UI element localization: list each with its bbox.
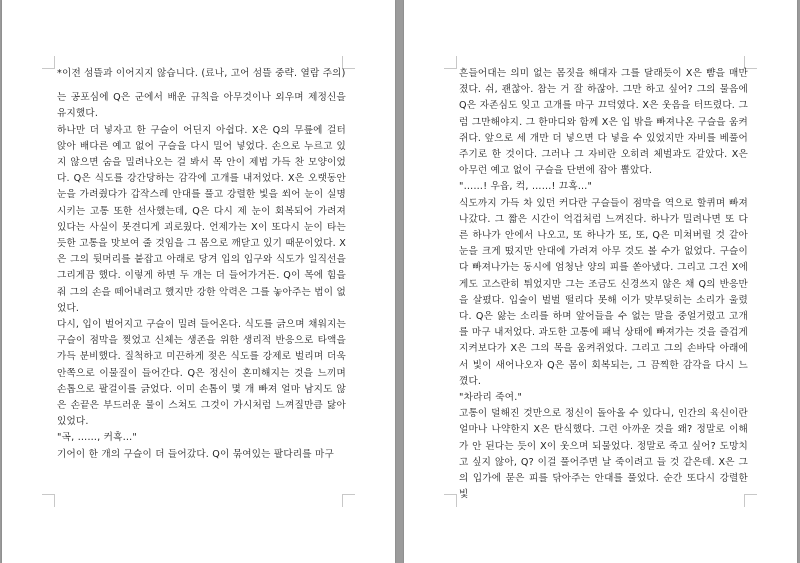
dialogue-line: "……! 우읍, 컥, ……! 끄흑…" xyxy=(459,181,593,193)
dialogue-line: "곡, ……, 커흑…" xyxy=(57,432,138,444)
margin-corner-bottom-left xyxy=(444,494,457,507)
margin-corner-bottom-right xyxy=(342,494,355,507)
paragraph: 식도까지 가득 차 있던 커다란 구슬들이 점막을 역으로 할퀴며 빠져나갔다. 그 짧은 시간이 억겁처럼 느껴진다. 하나가 밀려나면 또 다른 하나가 안에서 나오고, 또 하나가 또, 또, Q은 미쳐버릴 것 같아 눈을 크게 떴지만 안대에 가려져 아무 것도 볼 수가 없었다. 구슬이 다 빠져나가는 동시에 엄청난 양의 피를 쏟아냈다. 그리고 그건 X에게도 고스란히 튀었지만 그는 조금도 신경쓰지 않은 채 Q의 반응만을 살폈다. 입술이 벌벌 떨리다 못해 이가 맞부딪히는 소리가 울렸다. Q은 앓는 소리를 하며 앞어들을 수 없는 말을 중얼거렸고 고개를 마구 내저었다. 과도한 고통에 패닉 상태에 빠져가는 것을 즐겁게 지켜보다가 X은 그의 목을 움켜쥐었다. 그리고 그의 손바닥 아래에서 빛이 새어나오자 Q은 몸이 회복되는, 그 끔찍한 감각을 다시 느꼈다. xyxy=(459,197,748,387)
paragraph: 흔들어대는 의미 없는 몸짓을 해대자 그를 달래듯이 X은 뺨을 매만졌다. 쉬, 괜찮아. 참는 거 잘 하잖아. 그만 하고 싶어? 그의 물음에 Q은 자존심도 잊고 고개를 마구 끄덕였다. X은 웃음을 터뜨렸다. 그럼 그만해야지. 그 한마디와 함께 X은 입 밖을 빠져나온 구슬을 움켜쥐다. 앞으로 세 개만 더 넣으면 다 넣을 수 있었지만 자비를 베풀어주기로 한 것이다. 그러나 그 자비란 오히려 체벌과도 같았다. X은 아무런 예고 없이 구슬을 단번에 잡아 뽑았다. xyxy=(459,68,748,177)
margin-corner-top-left xyxy=(42,56,55,69)
document-page-left xyxy=(2,0,395,563)
paragraph: 고통이 덜해진 것만으로 정신이 돌아올 수 있다니, 인간의 육신이란 얼마나 나약한지 X은 탄식했다. 그런 아까운 것을 왜? 정말로 이해가 안 된다는 듯이 X이 웃으며 되물었다. 정말로 죽고 싶어? 도망치고 싶지 않아, Q? 이걸 풀어주면 날 죽이려고 들 것 같은데. X은 그의 입가에 묻은 피를 닦아주는 안대를 풀었다. 순간 또다시 강렬한 빛 xyxy=(459,408,748,501)
margin-corner-bottom-left xyxy=(42,494,55,507)
paragraph: 하나만 더 넣자고 한 구슬이 어딘지 아쉽다. X은 Q의 무릎에 걸터 앉아 배다른 예고 없어 구슬을 다시 밀어 넣었다. 손으로 누르고 있지 않으면 숨을 밀려나오는 걸 봐서 목 안이 제법 가득 찬 모양이었다. Q은 식도를 강간당하는 감각에 고개를 내저었다. X은 오랫동안 눈을 가려줬다가 갑작스레 안대를 풀고 강렬한 빛을 쐬어 눈이 실명시키는 고통 또한 선사했는데, Q은 다시 제 눈이 회복되어 가려져 있다는 사실이 못견디게 괴로웠다. 언제가는 X이 또다시 눈이 타는 듯한 고통을 맛보여 줄 것임을 그 몸으로 깨닫고 있기 때문이었다. X은 그의 뒷머리를 붙잡고 아래로 당겨 입의 입구와 식도가 일직선을 그리게끔 했다. 이렇게 하면 두 개는 더 들어가거든. Q이 목에 힘을 줘 그의 손을 떼어내려고 했지만 강한 악력은 그를 놓아주는 법이 없었다. xyxy=(57,124,346,314)
dialogue-line: "차라리 죽여." xyxy=(459,392,523,404)
page-text[interactable] xyxy=(459,66,748,503)
document-page-right xyxy=(404,0,797,563)
paragraph: 는 공포심에 Q은 군에서 배운 규칙을 아무것이나 외우며 제정신을 유지했다. xyxy=(57,92,346,120)
margin-corner-top-left xyxy=(444,56,457,69)
paragraph: 다시, 입이 벌어지고 구슬이 밀려 들어온다. 식도를 긁으며 채워지는 구슬이 점막을 찢었고 신체는 생존을 위한 생리적 반응으로 타액을 가득 분비했다. 질척하고 미끈하게 젖은 식도를 강제로 벌리며 더욱 안쪽으로 이물질이 들어간다. Q은 정신이 혼미해지는 것을 느끼며 손톱으로 팔걸이를 긁었다. 이미 손톱이 몇 개 빠져 얼마 남지도 않은 손끝은 부드러운 물이 스쳐도 그것이 가시처럼 느껴질만큼 닳아있었다. xyxy=(57,319,346,428)
paragraph: *이전 섬뜰과 이어지지 않습니다. (료나, 고어 섬뜰 중략. 열람 주의) xyxy=(57,68,346,79)
paragraph: 기어이 한 개의 구슬이 더 들어갔다. Q이 묶여있는 팔다리를 마구 xyxy=(57,448,334,460)
page-text[interactable] xyxy=(57,66,346,463)
